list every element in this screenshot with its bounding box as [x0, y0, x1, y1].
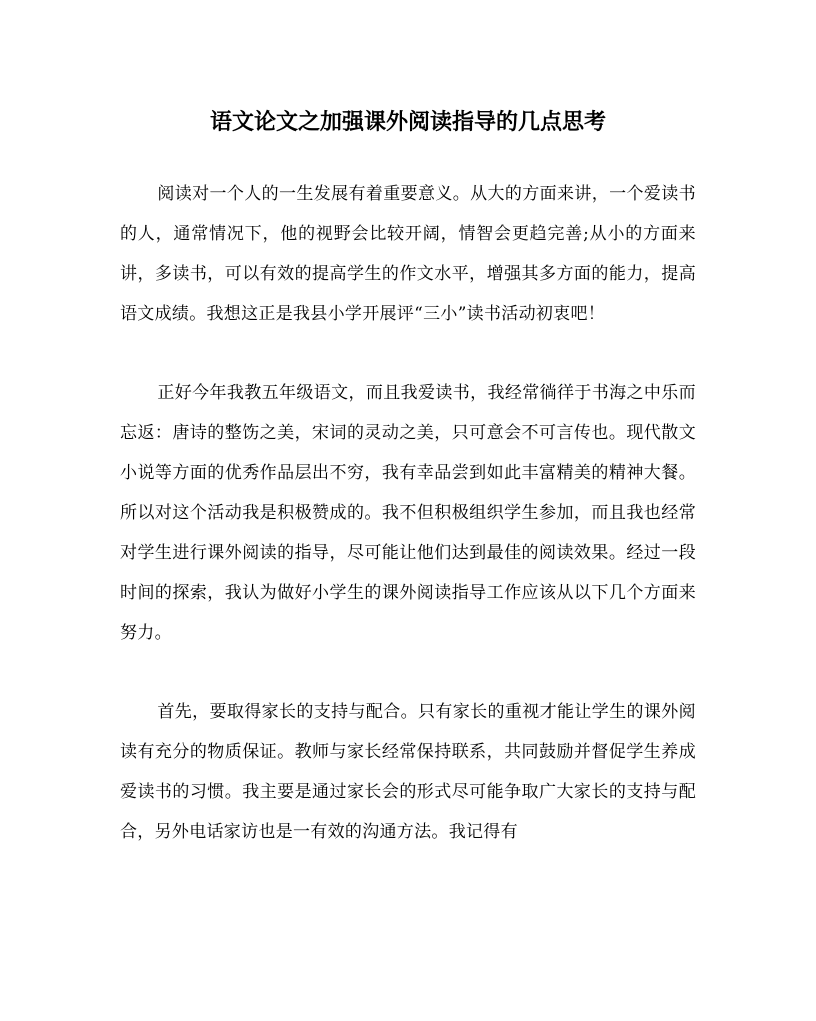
paragraph-intro: 阅读对一个人的一生发展有着重要意义。从大的方面来讲，一个爱读书的人，通常情况下，他的视野会比较开阔，情智会更趋完善;从小的方面来讲，多读书，可以有效的提高学生的作文水平，增强其多方面的能力，提高语文成绩。我想这正是我县小学开展评“三小”读书活动初衷吧！ [120, 184, 696, 324]
document-title: 语文论文之加强课外阅读指导的几点思考 [209, 109, 606, 135]
paragraph-parents: 首先，要取得家长的支持与配合。只有家长的重视才能让学生的课外阅读有充分的物质保证。教师与家长经常保持联系，共同鼓励并督促学生养成爱读书的习惯。我主要是通过家长会的形式尽可能争取广大家长的支持与配合，另外电话家访也是一有效的沟通方法。我记得有 [120, 702, 696, 842]
document-body [120, 174, 696, 852]
paragraph-teaching: 正好今年我教五年级语文，而且我爱读书，我经常徜徉于书海之中乐而忘返：唐诗的整饬之美，宋词的灵动之美，只可意会不可言传也。现代散文小说等方面的优秀作品层出不穷，我有幸品尝到如此丰富精美的精神大餐。所以对这个活动我是积极赞成的。我不但积极组织学生参加，而且我也经常对学生进行课外阅读的指导，尽可能让他们达到最佳的阅读效果。经过一段时间的探索，我认为做好小学生的课外阅读指导工作应该从以下几个方面来努力。 [120, 383, 696, 643]
